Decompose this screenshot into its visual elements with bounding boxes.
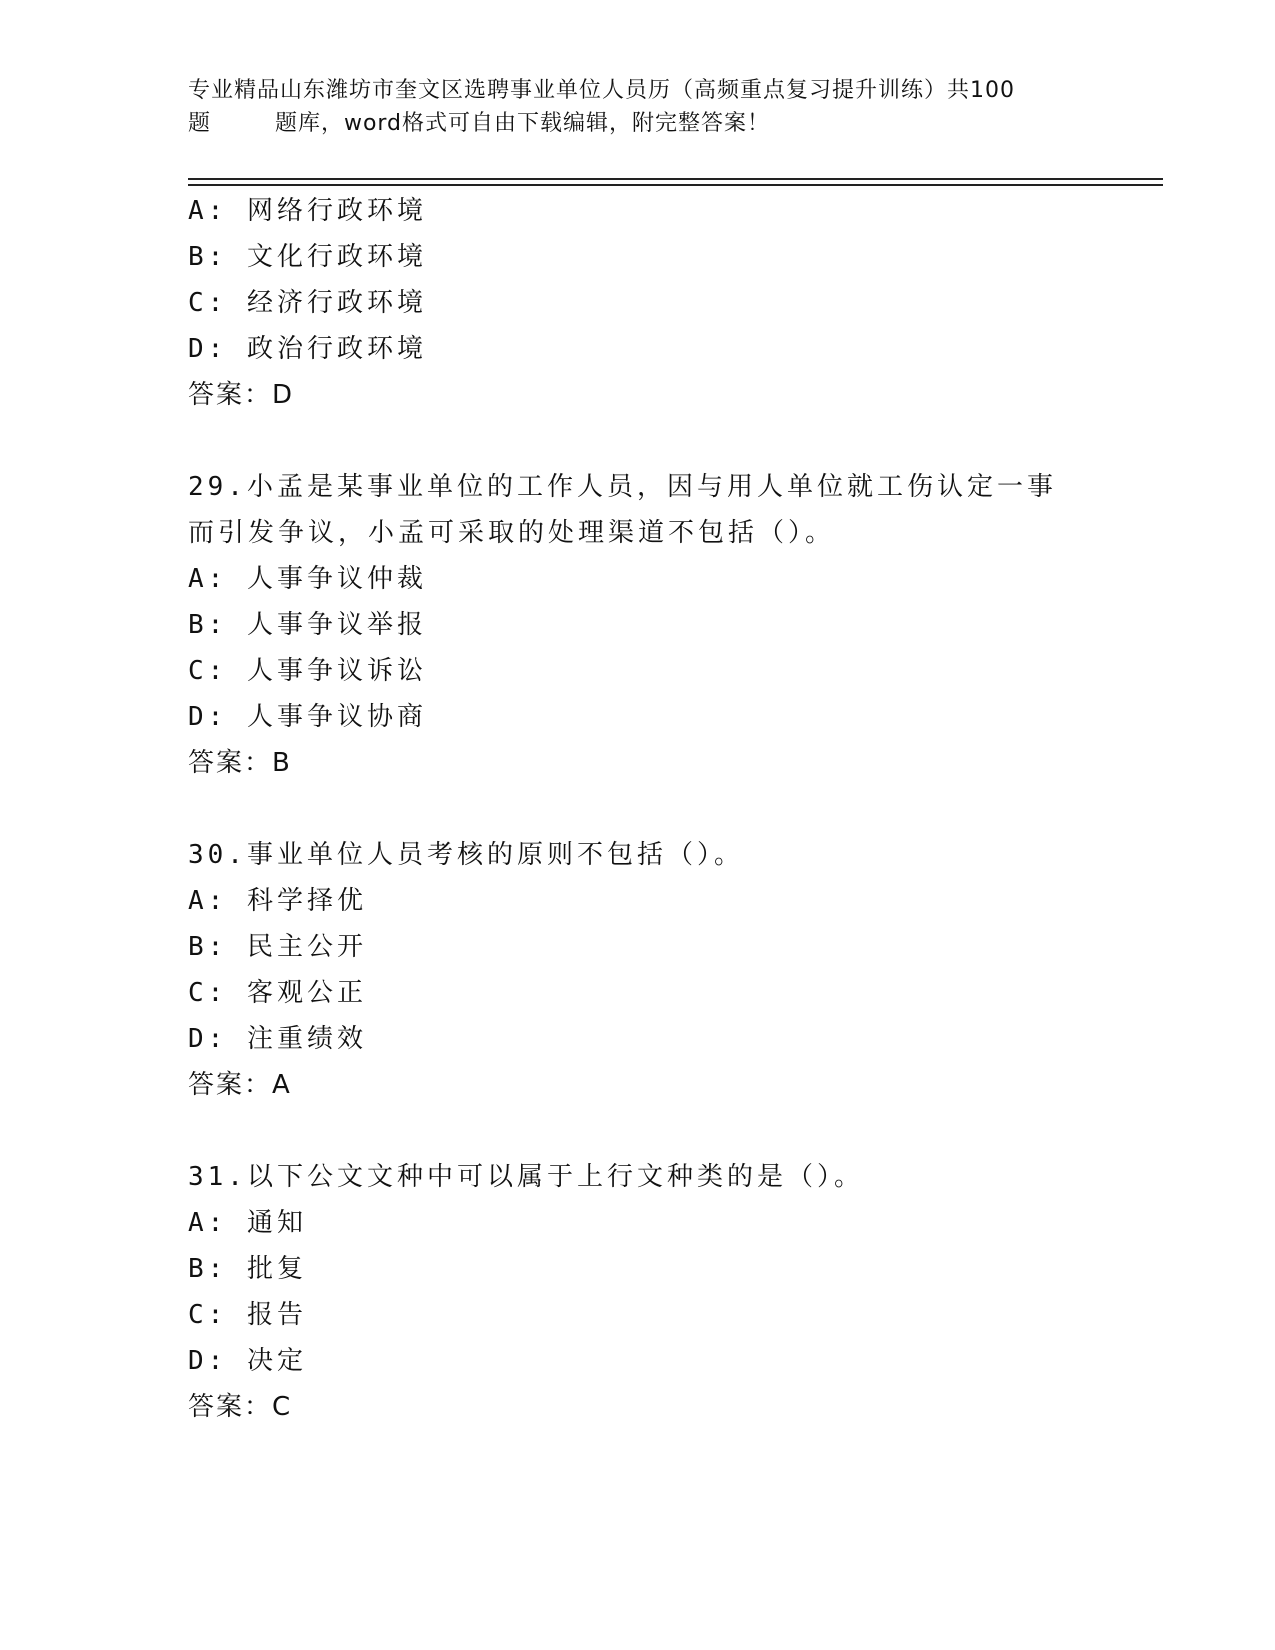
answer-line: 答案：C [188,1392,293,1422]
option-a: A: 科学择优 [188,886,367,916]
option-a: A: 网络行政环境 [188,196,427,226]
header-title-line-1: 专业精品山东潍坊市奎文区选聘事业单位人员历（高频重点复习提升训练）共100 [188,78,1015,103]
spacer [188,786,1088,832]
option-c: C: 经济行政环境 [188,288,427,318]
answer-line: 答案：B [188,748,292,778]
question-block-29 [188,464,1088,786]
document-header [188,74,1088,140]
option-b: B: 民主公开 [188,932,367,962]
question-stem: 31.以下公文文种中可以属于上行文种类的是（）。 [188,1162,864,1192]
question-list [188,188,1088,1430]
option-c: C: 报告 [188,1300,307,1330]
question-block-30 [188,832,1088,1108]
option-d: D: 决定 [188,1346,307,1376]
option-c: C: 客观公正 [188,978,367,1008]
option-c: C: 人事争议诉讼 [188,656,427,686]
spacer [188,418,1088,464]
option-d: D: 注重绩效 [188,1024,367,1054]
option-a: A: 人事争议仲裁 [188,564,427,594]
question-stem: 29.小孟是某事业单位的工作人员，因与用人单位就工伤认定一事而引发争议，小孟可采取的处理渠道不包括（）。 [188,472,1057,548]
option-b: B: 人事争议举报 [188,610,427,640]
option-b: B: 文化行政环境 [188,242,427,272]
question-block-31 [188,1154,1088,1430]
option-d: D: 政治行政环境 [188,334,427,364]
header-rule-thin [188,178,1163,180]
option-a: A: 通知 [188,1208,307,1238]
header-rule-thick [188,184,1163,186]
answer-line: 答案：D [188,380,295,410]
option-d: D: 人事争议协商 [188,702,427,732]
answer-line: 答案：A [188,1070,292,1100]
spacer [188,1108,1088,1154]
question-stem: 30.事业单位人员考核的原则不包括（）。 [188,840,744,870]
question-block-28 [188,188,1088,418]
option-b: B: 批复 [188,1254,307,1284]
header-title-line-2: 题 题库，word格式可自由下载编辑，附完整答案！ [188,111,771,136]
